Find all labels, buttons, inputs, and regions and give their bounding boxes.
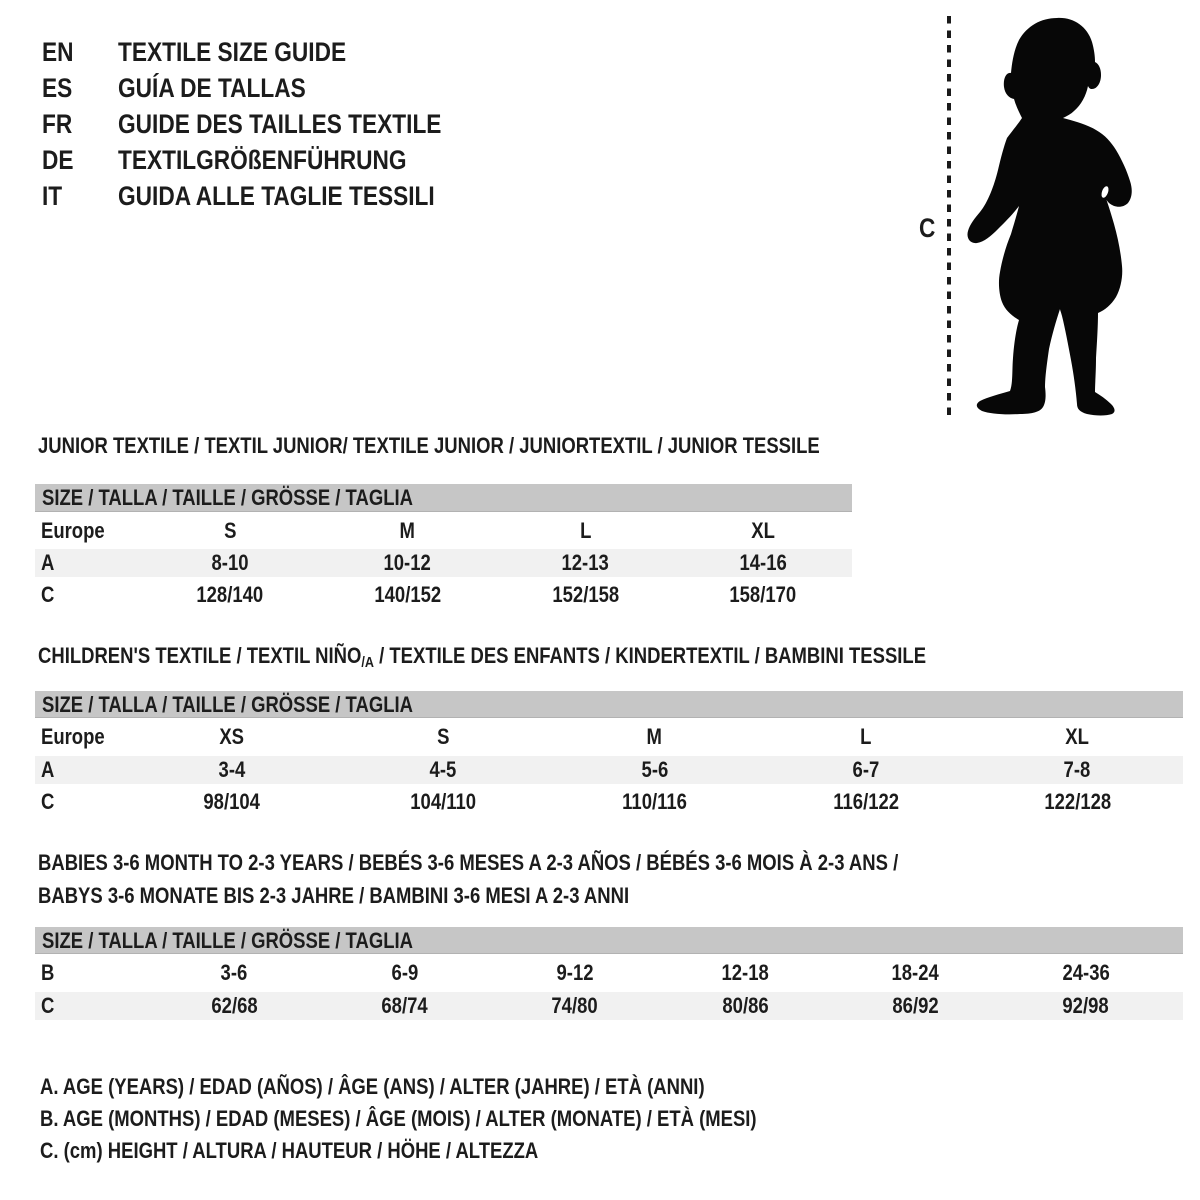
row-label: C [41,993,55,1018]
cell: 86/92 [892,993,939,1018]
cell: 152/158 [551,582,619,607]
cell: XL [751,518,775,543]
cell: 98/104 [203,789,260,814]
cell: 24-36 [1062,960,1110,985]
table-row-height [35,784,1183,820]
table-row-europe [35,512,852,549]
cell: 5-6 [641,757,668,782]
cell: 9-12 [556,960,594,985]
height-measure-line [947,16,951,416]
cell: S [223,518,237,543]
table-row-age-years [35,549,852,577]
language-code: IT [42,181,63,211]
language-header [42,34,503,214]
junior-table [35,484,852,613]
row-label: A [41,550,55,575]
height-measure-label: C [919,213,936,243]
cell: 92/98 [1062,993,1109,1018]
cell: 7-8 [1063,757,1091,782]
cell: 140/152 [374,582,442,607]
cell: 8-10 [211,550,249,575]
language-label: TEXTILE SIZE GUIDE [118,37,347,67]
language-label: GUIDE DES TAILLES TEXTILE [118,109,442,139]
legend-line-c: C. (cm) HEIGHT / ALTURA / HAUTEUR / HÖHE / ALTEZZA [40,1138,539,1163]
babies-table-title-line1: BABIES 3-6 MONTH TO 2-3 YEARS / BEBÉS 3-6 MESES A 2-3 AÑOS / BÉBÉS 3-6 MOIS À 2-3 ANS / [38,850,899,875]
cell: 10-12 [383,550,432,575]
row-label: Europe [41,724,105,749]
children-table [35,691,1183,820]
legend-line-a: A. AGE (YEARS) / EDAD (AÑOS) / ÂGE (ANS) / ALTER (JAHRE) / ETÀ (ANNI) [40,1074,705,1099]
cell: S [436,724,450,749]
cell: 68/74 [381,993,428,1018]
language-row-de [42,142,503,178]
cell: L [579,518,592,543]
table-row-height [35,992,1183,1020]
cell: 12-18 [721,960,769,985]
cell: 74/80 [551,993,598,1018]
cell: 62/68 [211,993,258,1018]
toddler-silhouette-icon [958,14,1140,420]
size-header-bar: SIZE / TALLA / TAILLE / GRÖSSE / TAGLIA [35,484,852,512]
cell: 158/170 [729,582,797,607]
cell: 6-7 [852,757,880,782]
language-label: GUÍA DE TALLAS [118,73,306,103]
legend-line-b: B. AGE (MONTHS) / EDAD (MESES) / ÂGE (MOIS) / ALTER (MONATE) / ETÀ (MESI) [40,1106,757,1131]
cell: 12-13 [561,550,610,575]
row-label: C [41,789,55,814]
cell: 18-24 [891,960,940,985]
language-label: GUIDA ALLE TAGLIE TESSILI [118,181,435,211]
language-code: ES [42,73,73,103]
cell: M [399,518,416,543]
cell: 122/128 [1043,789,1111,814]
row-label: C [41,582,55,607]
cell: 116/122 [833,789,899,814]
cell: L [860,724,872,749]
language-code: DE [42,145,74,175]
language-row-fr [42,106,503,142]
cell: 3-6 [220,960,248,985]
cell: 104/110 [410,789,477,814]
language-row-en [42,34,503,70]
language-row-es [42,70,503,106]
cell: 14-16 [739,550,787,575]
table-row-europe [35,718,1183,756]
table-row-age-years [35,756,1183,784]
row-label: B [41,960,55,985]
table-row-age-months [35,954,1183,992]
table-row-height [35,577,852,613]
size-header-bar: SIZE / TALLA / TAILLE / GRÖSSE / TAGLIA [35,927,1183,954]
cell: XL [1065,724,1090,749]
row-label: Europe [41,518,105,543]
cell: M [646,724,663,749]
language-label: TEXTILGRÖßENFÜHRUNG [118,145,407,175]
language-row-it [42,178,503,214]
size-header-bar: SIZE / TALLA / TAILLE / GRÖSSE / TAGLIA [35,691,1183,718]
children-table-title: CHILDREN'S TEXTILE / TEXTIL $NIÑO_{/A}$ / TEXTILE DES ENFANTS / KINDERTEXTIL / BAMBINI TESSILE [38,643,927,671]
cell: 6-9 [391,960,418,985]
cell: 3-4 [218,757,246,782]
babies-table [35,927,1183,1020]
language-code: EN [42,37,74,67]
cell: 80/86 [722,993,769,1018]
cell: 110/116 [622,789,687,814]
junior-table-title: JUNIOR TEXTILE / TEXTIL JUNIOR/ TEXTILE JUNIOR / JUNIORTEXTIL / JUNIOR TESSILE [38,433,820,458]
cell: 128/140 [196,582,264,607]
row-label: A [41,757,55,782]
language-code: FR [42,109,73,139]
cell: XS [219,724,245,749]
babies-table-title-line2: BABYS 3-6 MONATE BIS 2-3 JAHRE / BAMBINI 3-6 MESI A 2-3 ANNI [38,883,630,908]
cell: 4-5 [429,757,457,782]
